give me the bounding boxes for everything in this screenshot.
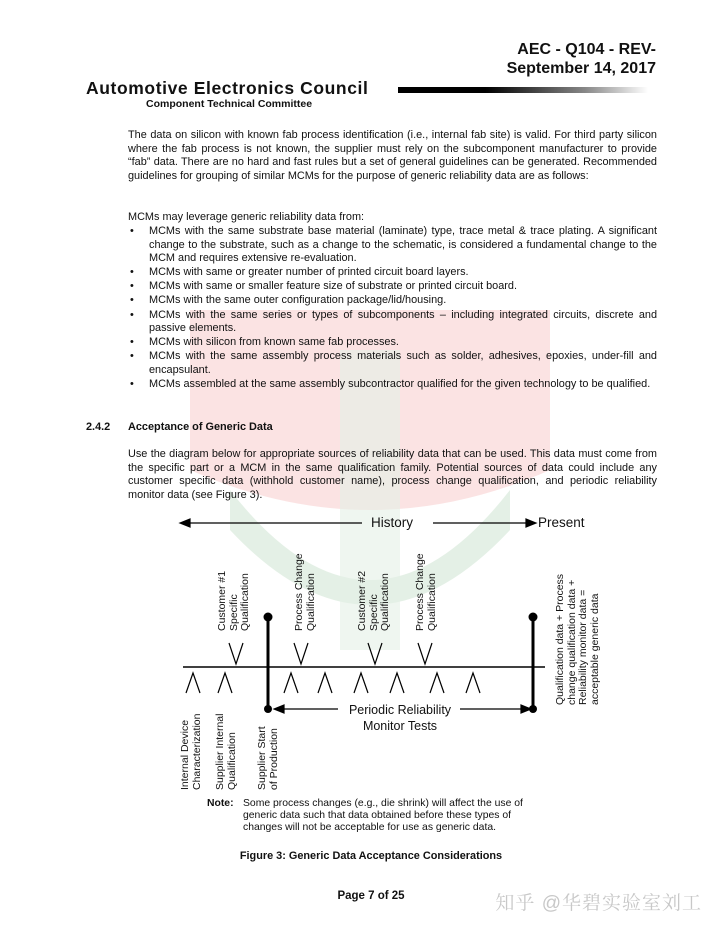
intro-paragraph: The data on silicon with known fab process identification (i.e., internal fab site) is valid. For third party silicon where the fab process is not known, the supplier must rely on the subcomponent manufacturer to provide “fab” data. There are no hard and fast rules but a set of general guidelines can be generated. Recommended guidelines for grouping of similar MCMs for the purpose of generic reliability data are as follows:	[128, 129, 657, 182]
section-title: Acceptance of Generic Data	[128, 421, 273, 433]
bullet-icon: •	[130, 280, 134, 293]
v-marker-icon	[418, 643, 432, 664]
section-body: Use the diagram below for appropriate sources of reliability data that can be used. This data must come from the specific part or a MCM in the same qualification family. Potential sources of data could include any customer specific data (withhold customer name), process change qualification, and periodic reliability monitor data (see Figure 3).	[128, 448, 657, 501]
history-label: History	[371, 515, 414, 530]
caret-marker-icon	[390, 673, 404, 693]
section-number: 2.4.2	[86, 421, 111, 433]
bullet-icon: •	[130, 225, 134, 237]
bullet-icon: •	[130, 350, 134, 363]
bullet-icon: •	[130, 336, 134, 349]
acceptable-generic-data-label: Qualification data + Process change qualification data + Reliability monitor data = acceptable generic data	[554, 573, 601, 705]
periodic-arrowhead-left-icon	[274, 705, 284, 713]
figure-caption: Figure 3: Generic Data Acceptance Considerations	[239, 850, 503, 862]
bullet-icon: •	[130, 266, 134, 279]
v-marker-icon	[229, 643, 243, 664]
present-pin-foot-icon	[529, 705, 537, 713]
watermark-text: 知乎 @华碧实验室刘工	[495, 893, 702, 914]
present-pin-head-icon	[529, 613, 538, 622]
mcm-lead-text: MCMs may leverage generic reliability data from:	[128, 211, 365, 223]
process-change-1-label: Process Change Qualification	[293, 553, 317, 631]
process-change-2-label: Process Change Qualification	[414, 553, 438, 631]
supplier-start-of-production-label: Supplier Start of Production	[256, 726, 280, 790]
present-label: Present	[538, 515, 585, 530]
customer-2-label: Customer #2 Specific Qualification	[356, 570, 391, 631]
bullet-icon: •	[130, 308, 134, 321]
periodic-monitor-label: Periodic Reliability Monitor Tests	[348, 703, 452, 733]
organization-name: Automotive Electronics Council	[86, 78, 369, 98]
internal-device-characterization-label: Internal Device Characterization	[179, 713, 203, 790]
caret-marker-icon	[466, 673, 480, 693]
v-marker-icon	[294, 643, 308, 664]
list-item: • MCMs with the same outer configuration package/lid/housing.	[130, 294, 447, 307]
v-marker-icon	[368, 643, 382, 664]
list-item: • MCMs with silicon from known same fab processes.	[130, 336, 399, 349]
page-number: Page 7 of 25	[337, 890, 405, 902]
document-id: AEC - Q104 - REV- September 14, 2017	[506, 41, 656, 77]
caret-marker-icon	[354, 673, 368, 693]
list-item: • MCMs with same or greater number of printed circuit board layers.	[130, 266, 469, 279]
caret-marker-icon	[186, 673, 200, 693]
document-date: September 14, 2017	[506, 60, 656, 77]
present-arrowhead-icon	[526, 519, 536, 527]
customer-1-label: Customer #1 Specific Qualification	[216, 570, 251, 631]
supplier-internal-qualification-label: Supplier Internal Qualification	[214, 713, 238, 790]
list-item: • MCMs with the same substrate base material (laminate) type, trace metal & trace plating. A significant change to the substrate, such as a change to the schematic, is considered a fundamental change to the MCM and requires extensive re-evaluation.	[130, 225, 657, 265]
caret-marker-icon	[284, 673, 298, 693]
caret-marker-icon	[218, 673, 232, 693]
list-item: • MCMs with the same series or types of subcomponents – including integrated circuits, discrete and passive elements.	[130, 308, 657, 335]
start-pin-foot-icon	[264, 705, 272, 713]
note-label: Note:	[207, 798, 234, 809]
bullet-icon: •	[130, 294, 134, 307]
list-item: • MCMs assembled at the same assembly subcontractor qualified for the given technology to be qualified.	[130, 378, 651, 391]
generic-data-diagram	[0, 500, 720, 800]
start-pin-head-icon	[264, 613, 273, 622]
bullet-icon: •	[130, 378, 134, 391]
committee-name: Component Technical Committee	[146, 98, 313, 110]
caret-marker-icon	[318, 673, 332, 693]
list-item: • MCMs with the same assembly process materials such as solder, adhesives, epoxies, under-fill and encapsulant.	[130, 350, 657, 376]
header-rule	[398, 87, 648, 93]
note-text: Some process changes (e.g., die shrink) will affect the use of generic data such that data obtained before these types of changes will not be acceptable for use as generic data.	[243, 798, 523, 834]
mcm-bullet-list	[128, 225, 657, 392]
list-item: • MCMs with same or smaller feature size of substrate or printed circuit board.	[130, 280, 517, 293]
caret-marker-icon	[430, 673, 444, 693]
history-arrowhead-icon	[180, 519, 190, 527]
